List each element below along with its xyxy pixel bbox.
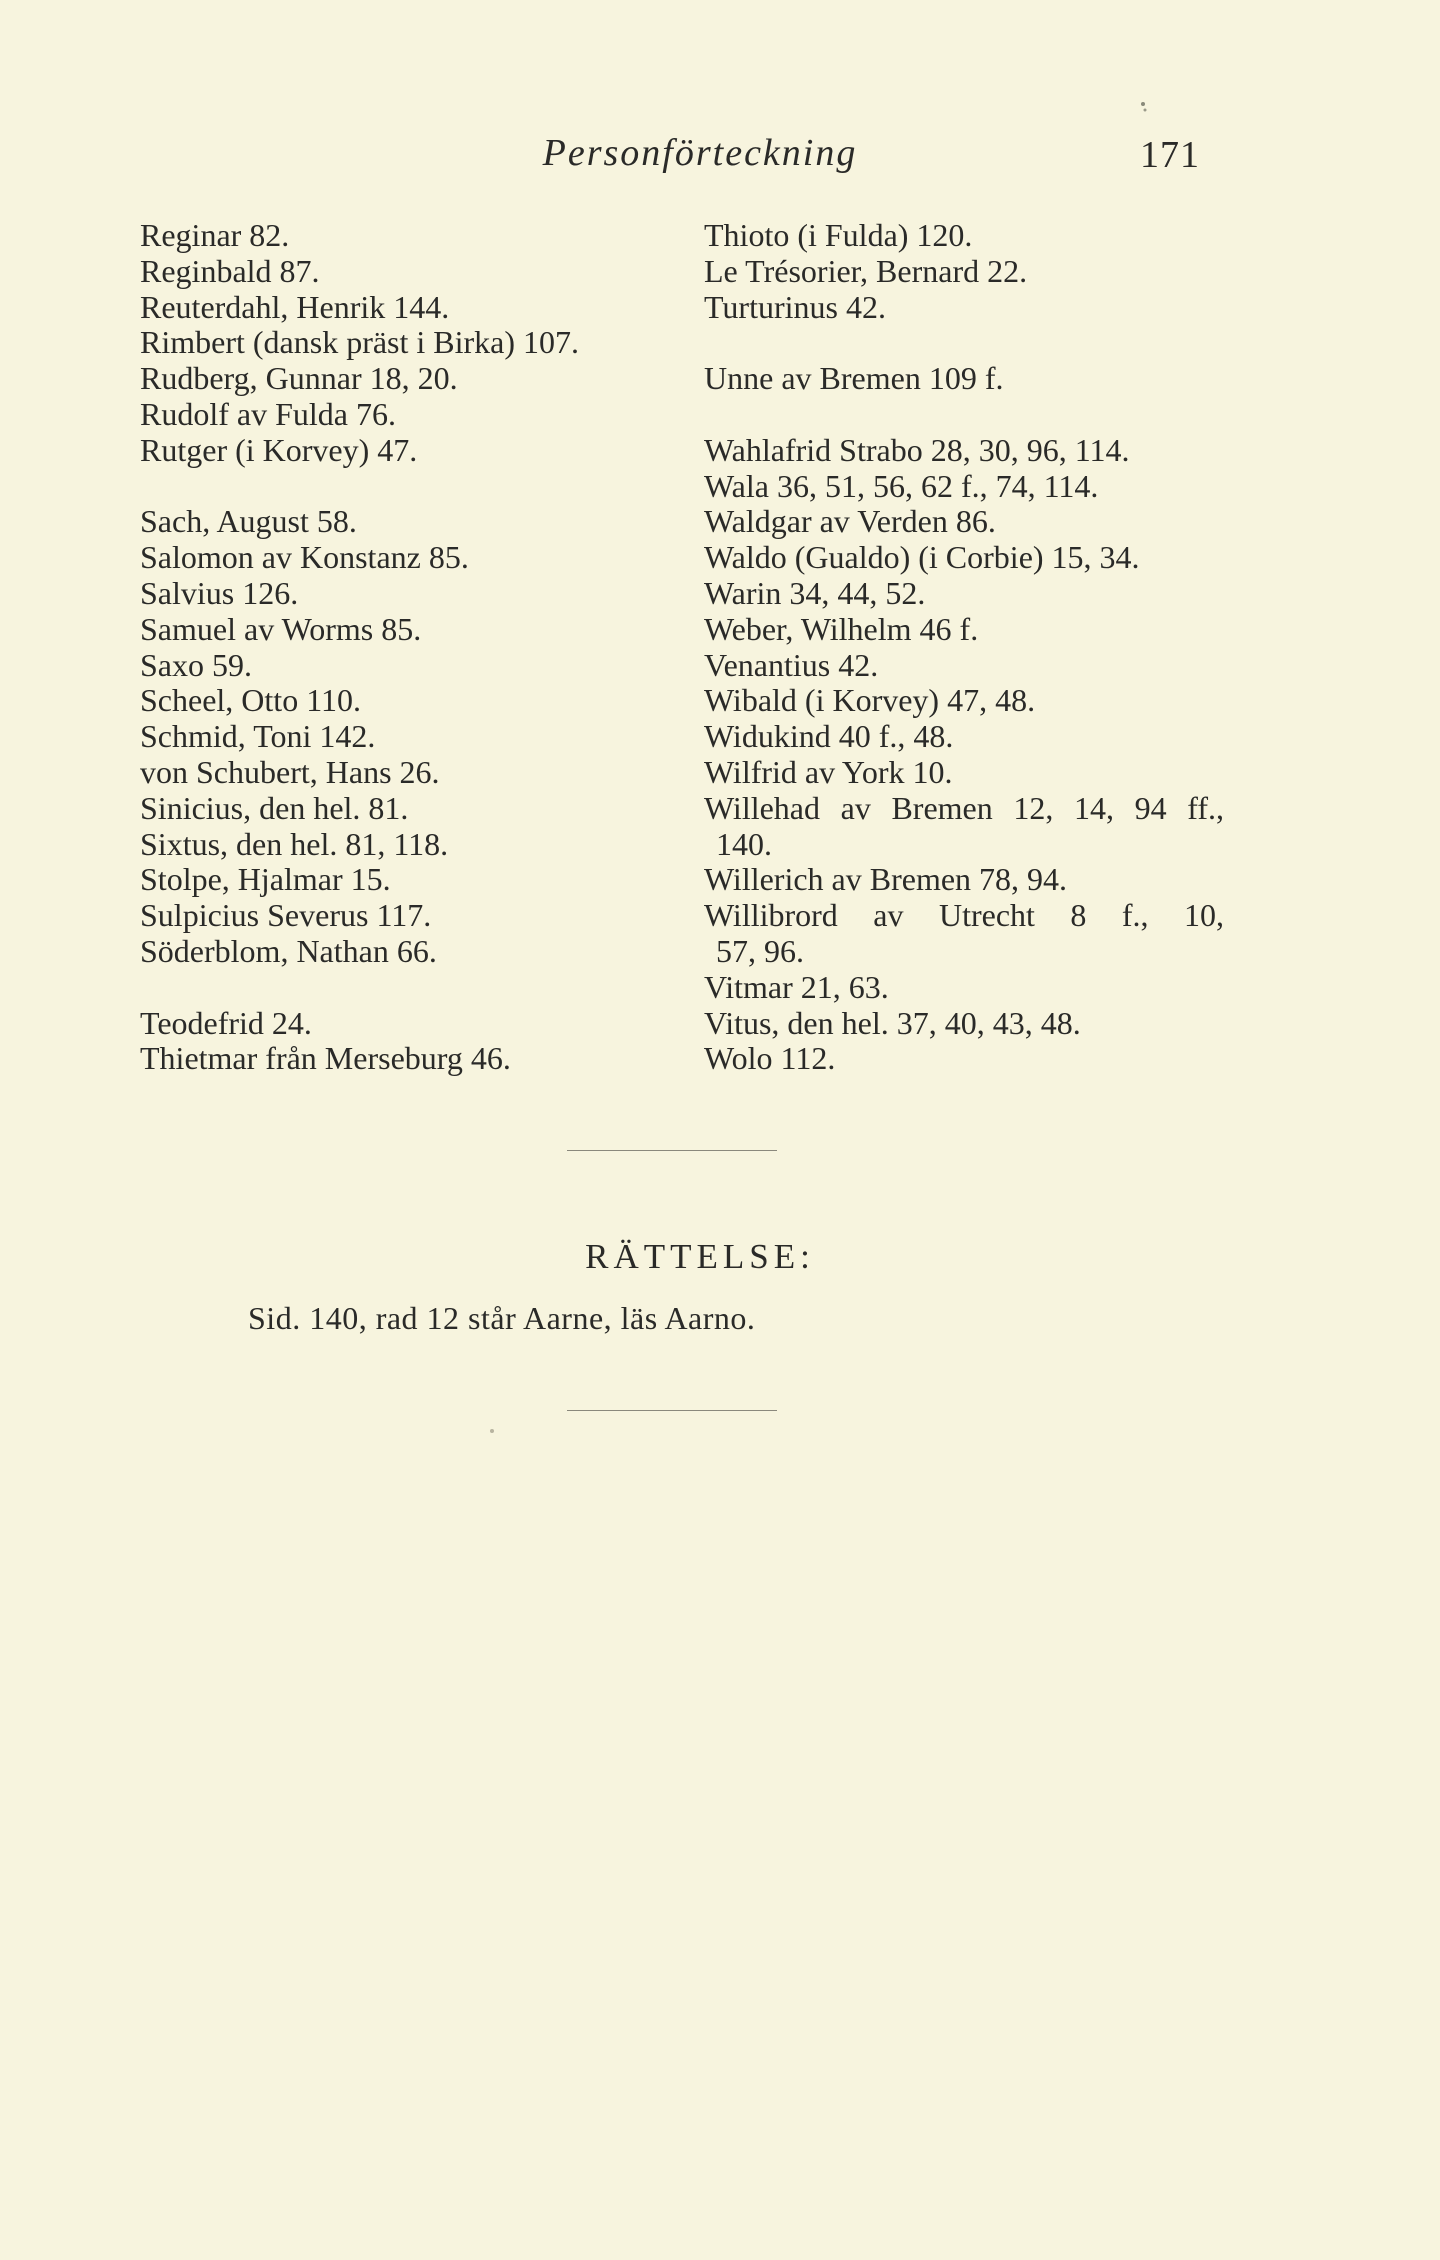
- index-entry: Söderblom, Nathan 66.: [140, 932, 437, 969]
- index-entry: Weber, Wilhelm 46 f.: [704, 610, 979, 647]
- page-number: 171: [1140, 134, 1200, 176]
- index-entry: Widukind 40 f., 48.: [704, 718, 954, 755]
- divider-rule: [567, 1410, 777, 1411]
- index-entry: Thietmar från Merseburg 46.: [140, 1040, 511, 1077]
- index-entry: Rutger (i Korvey) 47.: [140, 431, 418, 468]
- index-left-column: [140, 218, 680, 1077]
- index-entry: Warin 34, 44, 52.: [704, 574, 926, 611]
- index-entry: Stolpe, Hjalmar 15.: [140, 861, 391, 898]
- index-entry: Waldgar av Verden 86.: [704, 503, 996, 540]
- index-entry: Teodefrid 24.: [140, 1004, 312, 1041]
- errata-text: Sid. 140, rad 12 står Aarne, läs Aarno.: [248, 1300, 756, 1336]
- index-entry: Wilfrid av York 10.: [704, 753, 953, 790]
- index-entry: Salomon av Konstanz 85.: [140, 539, 469, 576]
- index-entry: Wibald (i Korvey) 47, 48.: [704, 682, 1036, 719]
- index-entry: Reginar 82.: [140, 217, 290, 253]
- index-entry: Sinicius, den hel. 81.: [140, 789, 409, 826]
- index-entry-continuation: 57, 96.: [716, 932, 804, 969]
- index-entry: Willerich av Bremen 78, 94.: [704, 861, 1068, 898]
- index-entry: Samuel av Worms 85.: [140, 610, 422, 647]
- index-entry: Venantius 42.: [704, 646, 879, 683]
- index-entry: Rudberg, Gunnar 18, 20.: [140, 360, 458, 397]
- errata-heading: RÄTTELSE:: [585, 1237, 815, 1276]
- divider-rule: [567, 1150, 777, 1151]
- index-entry: Rimbert (dansk präst i Birka) 107.: [140, 324, 580, 361]
- index-entry: Le Trésorier, Bernard 22.: [704, 252, 1028, 289]
- index-entry: Wahlafrid Strabo 28, 30, 96, 114.: [704, 431, 1130, 468]
- index-entry: Wala 36, 51, 56, 62 f., 74, 114.: [704, 467, 1099, 504]
- index-entry: Rudolf av Fulda 76.: [140, 395, 396, 432]
- index-entry: Scheel, Otto 110.: [140, 682, 361, 719]
- index-entry: Saxo 59.: [140, 646, 252, 683]
- index-entry: Waldo (Gualdo) (i Corbie) 15, 34.: [704, 539, 1140, 576]
- index-entry: Salvius 126.: [140, 574, 299, 611]
- index-entry: Vitmar 21, 63.: [704, 968, 889, 1005]
- index-entry: Willehad av Bremen 12, 14, 94 ff.,: [704, 789, 1224, 826]
- index-entry: Vitus, den hel. 37, 40, 43, 48.: [704, 1004, 1081, 1041]
- index-entry: von Schubert, Hans 26.: [140, 753, 440, 790]
- index-entry: Turturinus 42.: [704, 288, 886, 325]
- index-entry: Schmid, Toni 142.: [140, 718, 376, 755]
- index-right-column: [704, 218, 1224, 1077]
- index-entry: Sulpicius Severus 117.: [140, 897, 432, 934]
- index-entry: Sixtus, den hel. 81, 118.: [140, 825, 449, 862]
- index-entry: Reuterdahl, Henrik 144.: [140, 288, 450, 325]
- index-entry: Unne av Bremen 109 f.: [704, 360, 1004, 397]
- index-entry: Reginbald 87.: [140, 252, 320, 289]
- index-entry-continuation: 140.: [716, 825, 772, 862]
- index-entry: Thioto (i Fulda) 120.: [704, 217, 973, 253]
- index-entry: Willibrord av Utrecht 8 f., 10,: [704, 897, 1224, 934]
- index-entry: Sach, August 58.: [140, 503, 357, 540]
- running-title: Personförteckning: [542, 132, 858, 174]
- index-entry: Wolo 112.: [704, 1040, 836, 1077]
